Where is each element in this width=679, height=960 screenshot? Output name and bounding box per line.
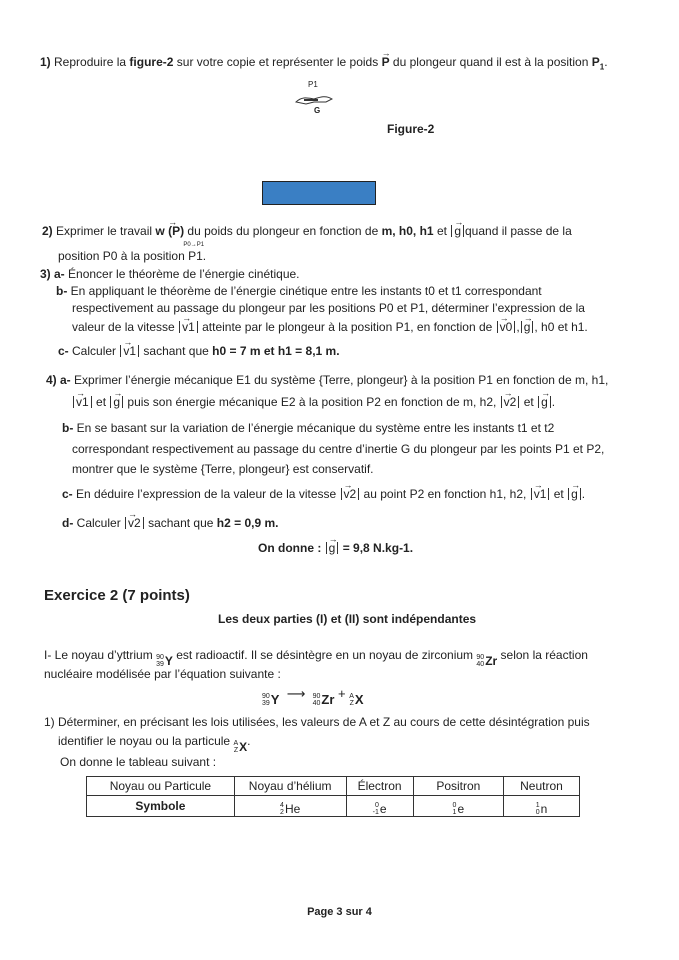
q4b-line1: b- En se basant sur la variation de l’énergie mécanique du système entre les instants t1 et t2 xyxy=(62,421,555,435)
q-ex2-1-line3: On donne le tableau suivant : xyxy=(60,755,217,769)
table-header-row xyxy=(87,777,580,796)
q4a-line2: → v1 et → g puis son énergie mécanique E2 à la position P2 en fonction de m, h2, → v2 et → g . xyxy=(72,394,555,410)
exercise-2-title: Exercice 2 (7 points) xyxy=(44,587,190,604)
q4b-line2: correspondant respectivement au passage du centre d’inertie G du plongeur par les points P1 et P2, xyxy=(72,442,605,456)
q2-line2: position P0 à la position P1. xyxy=(58,249,207,263)
table-cell: 4 2 He xyxy=(234,796,346,817)
weight-vector: → P xyxy=(382,54,390,70)
exercise-2-subtitle: Les deux parties (I) et (II) sont indépendantes xyxy=(218,612,477,626)
q4c: c- En déduire l’expression de la valeur de la vitesse → v2 au point P2 en fonction h1, h2, → v1 et → g . xyxy=(62,486,585,502)
table-cell: 0 1 e xyxy=(413,796,503,817)
table-cell: 1 0 n xyxy=(504,796,580,817)
table-header: Noyau d’hélium xyxy=(234,777,346,796)
part1-line1: I- Le noyau d’yttrium 90 39 Y est radioactif. Il se désintègre en un noyau de zirconium 90 40 Zr selon la réaction xyxy=(44,648,588,668)
water-pool xyxy=(262,181,376,205)
q3a: 3) a- Énoncer le théorème de l’énergie cinétique. xyxy=(40,267,300,281)
figure-caption: Figure-2 xyxy=(387,122,435,136)
q3b-line2: respectivement au passage du plongeur par les positions P0 et P1, déterminer l’expression de la xyxy=(72,301,585,315)
q4b-line3: montrer que le système {Terre, plongeur} est conservatif. xyxy=(72,462,374,476)
q3c: c- Calculer → v1 sachant que h0 = 7 m et h1 = 8,1 m. xyxy=(58,343,340,359)
q2-line1: 2) Exprimer le travail w → (P) P0→P1 du poids du plongeur en fonction de m, h0, h1 et → g quand il passe de la xyxy=(42,223,572,239)
q4a-line1: 4) a- Exprimer l’énergie mécanique E1 du système {Terre, plongeur} à la position P1 en fonction de m, h1, xyxy=(46,373,609,387)
particle-table xyxy=(86,776,580,817)
q-ex2-1-line1: 1) Déterminer, en précisant les lois utilisées, les valeurs de A et Z au cours de cette désintégration puis xyxy=(44,715,590,729)
table-row xyxy=(87,796,580,817)
table-cell: 0 -1 e xyxy=(346,796,413,817)
table-header: Électron xyxy=(346,777,413,796)
table-header: Positron xyxy=(413,777,503,796)
page-footer: Page 3 sur 4 xyxy=(307,906,372,918)
q-ex2-1-line2: identifier le noyau ou la particule A Z X . xyxy=(58,734,251,754)
q3b-line1: b- En appliquant le théorème de l’énergie cinétique entre les instants t0 et t1 correspondant xyxy=(56,284,542,298)
table-header: Noyau ou Particule xyxy=(87,777,235,796)
diver-figure: P1 G xyxy=(290,80,350,120)
q3b-line3: valeur de la vitesse → v1 atteinte par le plongeur à la position P1, en fonction de → v0 ,→ g , h0 et h1. xyxy=(72,319,588,335)
table-row-label: Symbole xyxy=(87,796,235,817)
given-g: On donne : → g = 9,8 N.kg-1. xyxy=(258,540,413,556)
table-header: Neutron xyxy=(504,777,580,796)
decay-equation: 90 39 Y ⟶ 90 40 Zr + A Z X xyxy=(262,686,364,707)
q4d: d- Calculer → v2 sachant que h2 = 0,9 m. xyxy=(62,515,279,531)
part1-line2: nucléaire modélisée par l’équation suivante : xyxy=(44,667,281,681)
q1-line: 1) Reproduire la figure-2 sur votre copie et représenter le poids → P du plongeur quand il est à la position $P_1$. xyxy=(40,54,608,75)
